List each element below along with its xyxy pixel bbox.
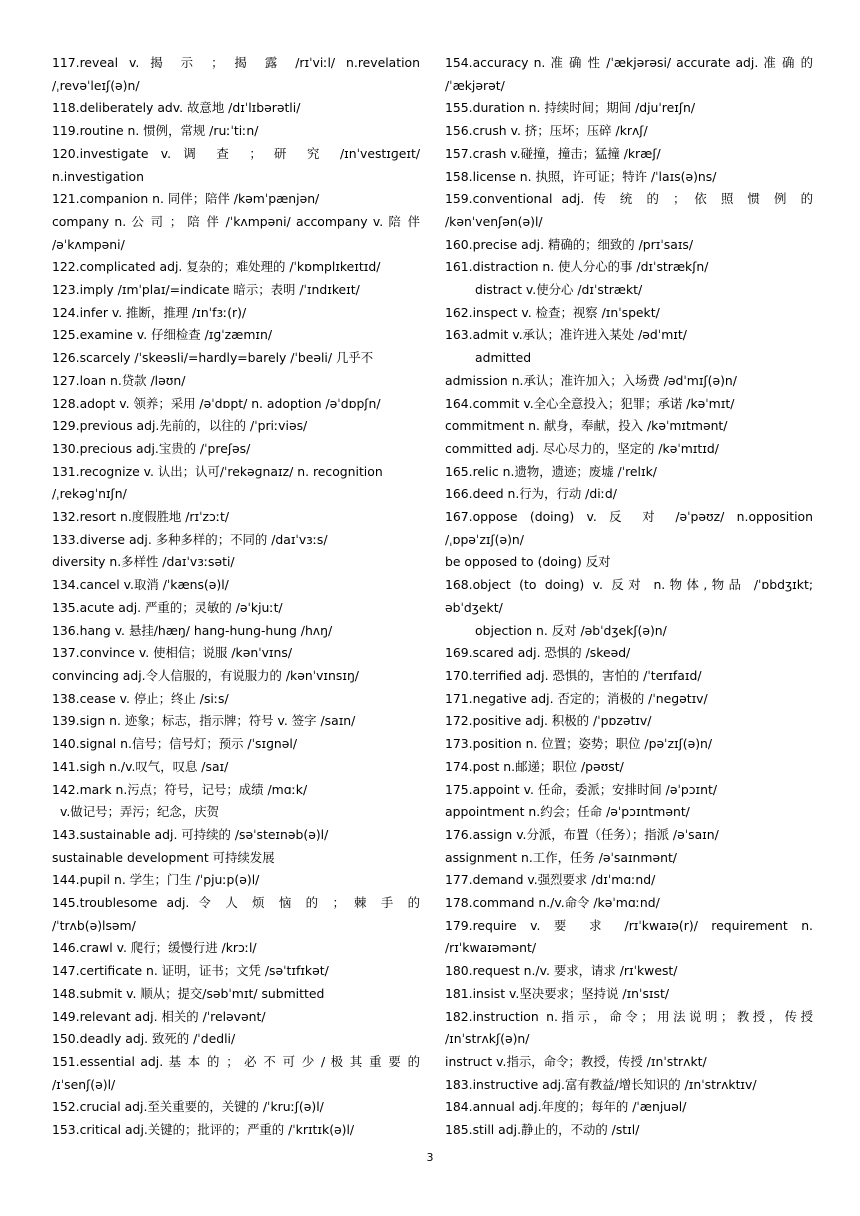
vocab-line: /kənˈvenʃən(ə)l/ [445,213,543,229]
vocab-line: 175.appoint v. 任命，委派；安排时间 /əˈpɔɪnt/ [445,781,718,797]
vocab-line: /ˌɒpəˈzɪʃ(ə)n/ [445,531,524,547]
vocab-line: 138.cease v. 停止；终止 /siːs/ [52,690,229,706]
vocab-line: 129.previous adj.先前的，以往的 /ˈpriːviəs/ [52,418,308,434]
vocab-line: 182.instruction n.指示，命令；用法说明；教授，传授 [445,1008,813,1024]
vocab-line: 149.relevant adj. 相关的 /ˈreləvənt/ [52,1008,266,1024]
vocab-line: 137.convince v. 使相信；说服 /kənˈvɪns/ [52,645,293,661]
vocab-line: 132.resort n.度假胜地 /rɪˈzɔːt/ [52,509,230,525]
vocab-line: commitment n. 献身，奉献，投入 /kəˈmɪtmənt/ [445,418,728,434]
vocab-line: 133.diverse adj. 多种多样的；不同的 /daɪˈvɜːs/ [52,531,328,547]
vocab-line: 117.reveal v. 揭 示 ； 揭 露 /rɪˈviːl/ n.revelation [52,55,420,70]
vocab-line: 140.signal n.信号；信号灯；预示 /ˈsɪɡnəl/ [52,736,298,752]
vocab-line: 141.sigh n./v.叹气，叹息 /saɪ/ [52,758,229,774]
vocab-line: 167.oppose (doing) v. 反 对 /əˈpəʊz/ n.opposition [445,509,813,525]
vocab-line: 136.hang v. 悬挂/hæŋ/ hang-hung-hung /hʌŋ/ [52,622,333,638]
vocab-line: 169.scared adj. 恐惧的 /skeəd/ [445,645,631,661]
vocab-line: /əˈkʌmpəni/ [52,236,125,252]
vocab-line: 161.distraction n. 使人分心的事 /dɪˈstrækʃn/ [445,259,709,275]
vocab-line: v.做记号；弄污；纪念，庆贺 [60,804,219,820]
vocab-line: 121.companion n. 同伴；陪伴 /kəmˈpænjən/ [52,191,320,207]
vocab-line: 158.license n. 执照，许可证；特许 /ˈlaɪs(ə)ns/ [445,168,717,184]
vocab-line: əbˈdʒekt/ [445,599,503,615]
page-number: 3 [426,1151,434,1164]
vocab-line: diversity n.多样性 /daɪˈvɜːsəti/ [52,554,235,570]
vocab-line: 174.post n.邮递；职位 /pəʊst/ [445,758,624,774]
right-column [445,52,813,1142]
vocab-line: 163.admit v.承认；准许进入某处 /ədˈmɪt/ [445,327,687,343]
vocab-line: /rɪˈkwaɪəmənt/ [445,940,536,956]
vocab-line: 131.recognize v. 认出；认可/ˈrekəɡnaɪz/ n. recognition [52,463,383,479]
vocab-line: 125.examine v. 仔细检查 /ɪɡˈzæmɪn/ [52,327,273,343]
vocab-line: 147.certificate n. 证明，证书；文凭 /səˈtɪfɪkət/ [52,963,329,979]
vocab-line: 185.still adj.静止的，不动的 /stɪl/ [445,1122,640,1138]
vocab-line: 124.infer v. 推断，推理 /ɪnˈfɜː(r)/ [52,304,247,320]
vocab-line: 120.investigate v. 调 查 ； 研 究 /ɪnˈvestɪɡeɪt/ [52,145,420,161]
vocab-line: 172.positive adj. 积极的 /ˈpɒzətɪv/ [445,713,652,729]
vocab-line: /ˈækjərət/ [445,77,505,93]
vocab-line: 177.demand v.强烈要求 /dɪˈmɑːnd/ [445,872,656,888]
vocab-line: 154.accuracy n. 准 确 性 /ˈækjərəsi/ accurate adj. 准 确 的 [445,55,813,70]
vocab-line: objection n. 反对 /əbˈdʒekʃ(ə)n/ [475,622,667,638]
vocab-line: 155.duration n. 持续时间；期间 /djuˈreɪʃn/ [445,100,696,116]
vocab-line: 173.position n. 位置；姿势；职位 /pəˈzɪʃ(ə)n/ [445,736,713,752]
vocab-line: 180.request n./v. 要求，请求 /rɪˈkwest/ [445,963,678,979]
vocab-line: 165.relic n.遗物，遗迹；废墟 /ˈrelɪk/ [445,463,657,479]
vocab-line: admitted [475,350,532,366]
vocab-line: sustainable development 可持续发展 [52,849,275,865]
vocab-line: 170.terrified adj. 恐惧的，害怕的 /ˈterɪfaɪd/ [445,667,702,683]
vocab-line: 122.complicated adj. 复杂的；难处理的 /ˈkɒmplɪkeɪtɪd/ [52,259,381,275]
vocab-line: 134.cancel v.取消 /ˈkæns(ə)l/ [52,577,229,593]
vocab-line: 183.instructive adj.富有教益/增长知识的 /ɪnˈstrʌktɪv/ [445,1076,757,1092]
vocab-line: n.investigation [52,168,144,184]
vocab-line: 130.precious adj.宝贵的 /ˈpreʃəs/ [52,440,251,456]
vocab-line: /ˌrekəɡˈnɪʃn/ [52,486,127,502]
vocab-line: 148.submit v. 顺从；提交/səbˈmɪt/ submitted [52,985,325,1001]
vocab-line: 135.acute adj. 严重的；灵敏的 /əˈkjuːt/ [52,599,283,615]
vocab-line: be opposed to (doing) 反对 [445,554,611,570]
vocab-line: 123.imply /ɪmˈplaɪ/=indicate 暗示；表明 /ˈɪndɪkeɪt/ [52,282,360,298]
vocab-line: 146.crawl v. 爬行；缓慢行进 /krɔːl/ [52,940,257,956]
vocab-line: 164.commit v.全心全意投入；犯罪；承诺 /kəˈmɪt/ [445,395,735,411]
vocab-line: /ɪˈsenʃ(ə)l/ [52,1076,116,1092]
vocab-line: 156.crush v. 挤；压坏；压碎 /krʌʃ/ [445,123,648,139]
vocab-line: 145.troublesome adj. 令 人 烦 恼 的 ； 棘 手 的 [52,895,420,911]
vocab-line: convincing adj.令人信服的，有说服力的 /kənˈvɪnsɪŋ/ [52,667,359,683]
vocab-line: 181.insist v.坚决要求；坚持说 /ɪnˈsɪst/ [445,985,669,1001]
vocab-line: /ˌrevəˈleɪʃ(ə)n/ [52,77,140,93]
vocab-line: 162.inspect v. 检查；视察 /ɪnˈspekt/ [445,304,660,320]
vocab-line: 176.assign v.分派，布置（任务）；指派 /əˈsaɪn/ [445,826,719,842]
vocab-line: 151.essential adj. 基 本 的 ； 必 不 可 少 / 极 其 重 要 的 [52,1053,420,1069]
vocab-line: admission n.承认；准许加入；入场费 /ədˈmɪʃ(ə)n/ [445,372,737,388]
vocab-line: 139.sign n. 迹象；标志，指示牌；符号 v. 签字 /saɪn/ [52,713,356,729]
vocab-line: 144.pupil n. 学生；门生 /ˈpjuːp(ə)l/ [52,872,260,888]
vocab-line: 157.crash v.碰撞，撞击；猛撞 /kræʃ/ [445,145,661,161]
vocab-line: 142.mark n.污点；符号，记号；成绩 /mɑːk/ [52,781,308,797]
vocab-line: assignment n.工作，任务 /əˈsaɪnmənt/ [445,849,677,865]
vocab-line: 118.deliberately adv. 故意地 /dɪˈlɪbərətli/ [52,100,301,116]
vocab-line: 143.sustainable adj. 可持续的 /səˈsteɪnəb(ə)l/ [52,826,329,842]
vocab-line: 153.critical adj.关键的；批评的；严重的 /ˈkrɪtɪk(ə)l/ [52,1122,355,1138]
vocab-line: 128.adopt v. 领养；采用 /əˈdɒpt/ n. adoption /əˈdɒpʃn/ [52,395,381,411]
vocab-line: 166.deed n.行为，行动 /diːd/ [445,486,617,502]
vocab-line: 152.crucial adj.至关重要的，关键的 /ˈkruːʃ(ə)l/ [52,1099,324,1115]
vocab-line: committed adj. 尽心尽力的，坚定的 /kəˈmɪtɪd/ [445,440,719,456]
vocab-line: 119.routine n. 惯例，常规 /ruːˈtiːn/ [52,123,259,139]
vocab-line: company n. 公 司 ； 陪 伴 /ˈkʌmpəni/ accompany v. 陪 伴 [52,213,420,229]
vocab-line: /ɪnˈstrʌkʃ(ə)n/ [445,1031,530,1047]
vocab-line: 126.scarcely /ˈskeəsli/=hardly=barely /ˈbeəli/ 几乎不 [52,350,374,366]
vocab-line: 171.negative adj. 否定的；消极的 /ˈneɡətɪv/ [445,690,708,706]
vocab-line: 159.conventional adj. 传 统 的 ； 依 照 惯 例 的 [445,191,813,207]
vocab-line: 150.deadly adj. 致死的 /ˈdedli/ [52,1031,236,1047]
vocab-line: appointment n.约会；任命 /əˈpɔɪntmənt/ [445,804,690,820]
vocab-line: distract v.使分心 /dɪˈstrækt/ [475,282,643,298]
vocab-line: 184.annual adj.年度的；每年的 /ˈænjuəl/ [445,1099,687,1115]
vocab-line: 160.precise adj. 精确的；细致的 /prɪˈsaɪs/ [445,236,694,252]
vocab-line: 127.loan n.贷款 /ləʊn/ [52,372,186,388]
left-column [52,52,420,1142]
vocab-line: 168.object (to doing) v. 反对 n.物体,物品 /ˈɒbdʒɪkt; [445,577,813,593]
vocab-line: /ˈtrʌb(ə)lsəm/ [52,917,136,933]
vocab-line: 178.command n./v.命令 /kəˈmɑːnd/ [445,895,660,911]
vocab-line: instruct v.指示，命令；教授，传授 /ɪnˈstrʌkt/ [445,1053,707,1069]
vocab-line: 179.require v. 要 求 /rɪˈkwaɪə(r)/ requirement n. [445,917,813,933]
